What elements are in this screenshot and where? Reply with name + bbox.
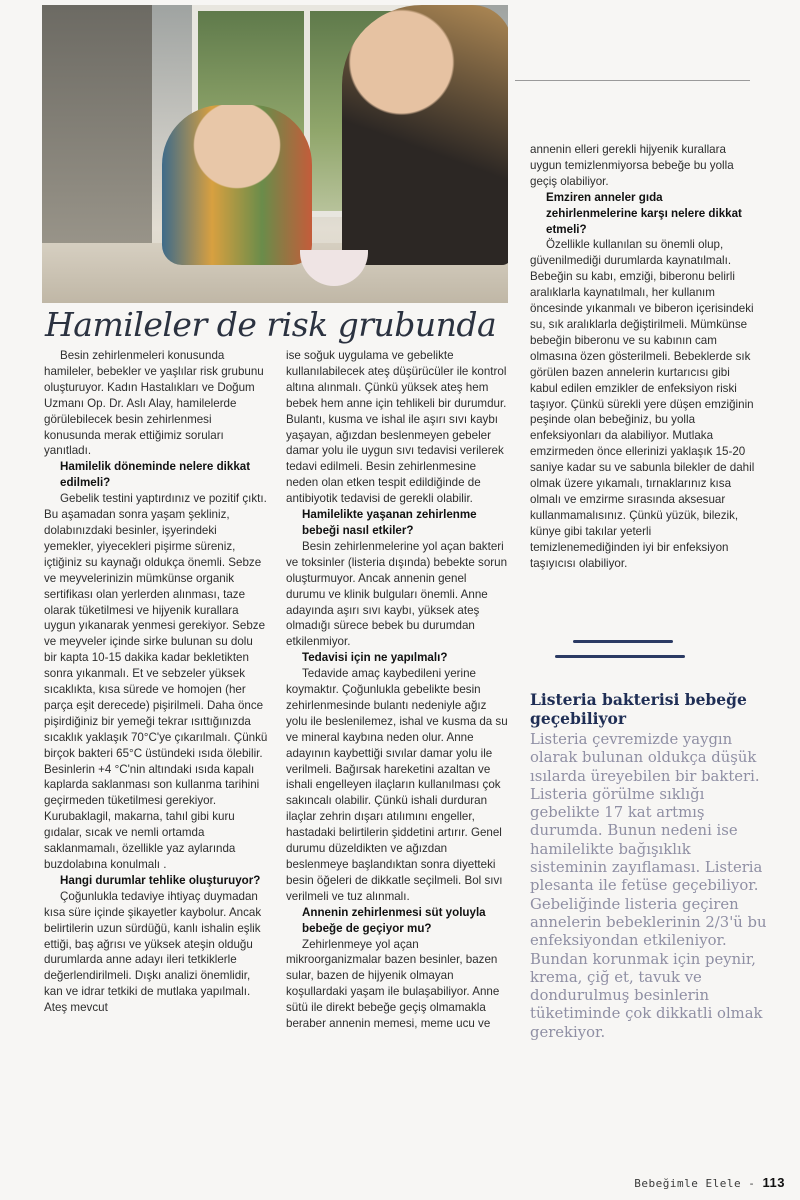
paragraph: Besin zehirlenmeleri konusunda hamileler, bebekler ve yaşlılar risk grubunu oluşturuyor. Kadın Hastalıkları ve Doğum Uzmanı Op. Dr. Aslı Alay, hamilelerde görülebilecek besin zehirlenmesi konusunda merak ettiğimiz soruları yanıtladı. bbox=[44, 349, 264, 458]
subheading: Emziren anneler gıda zehirlenmelerine karşı nelere dikkat etmeli? bbox=[546, 190, 742, 236]
paragraph: annenin elleri gerekli hijyenik kurallara uygun temizlenmiyorsa bebeğe bu yolla geçiş olabiliyor. bbox=[530, 143, 734, 188]
subheading: Annenin zehirlenmesi süt yoluyla bebeğe de geçiyor mu? bbox=[302, 905, 486, 935]
subheading: Tedavisi için ne yapılmalı? bbox=[302, 651, 448, 665]
paragraph: Çoğunlukla tedaviye ihtiyaç duymadan kısa süre içinde şikayetler kaybolur. Ancak belirtilerin uzun sürdüğü, kanlı ishalin eşlik ettiği, baş ağrısı ve yüksek ateşin olduğu durumlarda anne adayı ileri tetkiklerle değerlendirilmeli. Dışkı analizi önemlidir, kan ve idrar tetkiki de mutlaka yapılmalı. Ateş mevcut bbox=[44, 889, 262, 1015]
subheading: Hamilelik döneminde nelere dikkat edilmeli? bbox=[60, 460, 251, 490]
sidebar-title: Listeria bakterisi bebeğe geçebiliyor bbox=[530, 690, 747, 728]
page-footer bbox=[560, 1175, 785, 1190]
paragraph: Zehirlenmeye yol açan mikroorganizmalar bazen besinler, bazen sular, bazen de hijyenik olmayan koşullardaki yaşam ile bulaşabiliyor. Anne sütü ile direkt bebeğe geçiş olmamakla beraber annenin memesi, meme ucu ve bbox=[286, 937, 500, 1031]
footer-separator: - bbox=[741, 1177, 763, 1190]
article-column-2 bbox=[286, 348, 508, 1032]
subheading: Hamilelikte yaşanan zehirlenme bebeği nasıl etkiler? bbox=[302, 508, 477, 537]
decorative-line bbox=[573, 640, 673, 643]
article-title: Hamileler de risk grubunda bbox=[45, 305, 497, 344]
paragraph: Tedavide amaç kaybedileni yerine koymaktır. Çoğunlukla gebelikte besin zehirlenmesinde bulantı nedeniyle ağız yolu ile beslenilemez, ishal ve kusma da su ve mineral kaybına neden olur. Anne adayının kaybettiği sıvılar damar yolu ile verilmeli. Bağırsak hareketini azaltan ve ishali engelleyen ilaçların kullanılması çok sakıncalı olabilir. Çünkü ishali durduran ilaçlar zehrin dışarı atılımını engeller, hastadaki belirtilerin şiddetini artırır. Genel durumu düzeldikten ve ağızdan beslenmeye başlandıktan sonra diyetteki besin öğeleri de dikkatle seçilmeli. Bol sıvı verilmeli ve tuz alınmalı. bbox=[286, 667, 508, 903]
paragraph: Özellikle kullanılan su önemli olup, güvenilmediği durumlarda kaynatılmalı. Bebeğin su kabı, emziği, biberonu belirli aralıklarla kaynatılmalı, her kullanım öncesinde yıkanmalı ve biberon içerisindeki su, sık aralıklarla değiştirilmeli. Mümkünse bebeğin biberonu ve su kabının cam olmasına özen gösterilmeli. Bebeklerde sık görülen bazen annelerin kurtarıcısı gibi kabul edilen emzikler de enfeksiyon riski taşıyor. Çünkü sürekli yere düşen emziğinin peşinde olan bebeğiniz, bu yolla enfeksiyonları da alabiliyor. Mutlaka emzirmeden önce ellerinizi yaklaşık 15-20 saniye kadar su ve sabunla bilekler de dahil olmak üzere yıkamalı, tırnaklarınız kısa olmalı ve emzirme sırasında aksesuar kullanmamalısınız. Çünkü yüzük, bilezik, künye gibi takılar yeterli temizlenemediğinden iyi bir enfeksiyon taşıyıcısı olabiliyor. bbox=[530, 238, 755, 570]
page-number: 113 bbox=[762, 1175, 785, 1190]
paragraph: Besin zehirlenmelerine yol açan bakteri ve toksinler (listeria dışında) bebekte sorun oluşturmuyor. Ancak annenin genel durumu ve klinik bulguları önemli. Anne adayında aşırı sıvı kaybı, yüksek ateş olmadığı sürece bebek bu durumdan etkilenmiyor. bbox=[286, 539, 508, 649]
article-column-3 bbox=[530, 142, 755, 571]
paragraph: Gebelik testini yaptırdınız ve pozitif çıktı. Bu aşamadan sonra yaşam şekliniz, dolabınızdaki besinler, işyerindeki yemekler, yiyecekleri pişirme süreniz, içtiğiniz su kaynağı oldukça önemli. Sebze ve meyvelerinizin mümkünse organik sertifikası olan yerlerden alınması, taze olarak tüketilmesi ve hijyenik kurallara uygun yıkanarak yenmesi gerekiyor. Sebze ve meyveler içinde sirke bulunan su dolu bir kapta 10-15 dakika kadar bekletikten sonra yıkanmalı. Et ve sebzeler yüksek sıcaklıkta, kısa sürede ve homojen (her parça eşit derecede) pişirilmeli. Daha önce pişirdiğiniz bir yemeği tekrar ısıttığınızda sıcaklık yaklaşık 70°C'ye çıkarılmalı. Çünkü birçok bakteri 65°C üstündeki ısıda ölebilir. Besinlerin +4 °C'nin altındaki ısıda kapalı kaplarda saklanması son kullanma tarihini geçirmeden tüketilmesi gerekiyor. Kurubaklagil, makarna, tahıl gibi kuru gıdalar, sıcak ve nemli ortamda saklanmamalı, özellikle yaz aylarında buzdolabına konulmalı . bbox=[44, 492, 268, 871]
paragraph: ise soğuk uygulama ve gebelikte kullanılabilecek ateş düşürücüler ile kontrol altına alınmalı. Çünkü yüksek ateş hem bebek hem anne için tehlikeli bir durumdur. Bulantı, kusma ve ishal ile aşırı sıvı kaybı yaşayan, ağızdan beslenmeyen gebeler damar yolu ile uygun sıvı tedavisi verilerek tedavi edilmeli. Besin zehirlenmesine neden olan etken tespit edildiğinde de antibiyotik tedavisi de gerekli olabilir. bbox=[286, 349, 507, 506]
divider-line bbox=[515, 80, 750, 81]
magazine-name: Bebeğimle Elele bbox=[634, 1177, 742, 1190]
mother-child-photo bbox=[42, 5, 508, 303]
sidebar-text: Listeria çevremizde yaygın olarak bulunan oldukça düşük ısılarda üreyebilen bir bakteri. Listeria görülme sıklığı gebelikte 17 kat artmış durumda. Bunun nedeni ise hamilelikte bağışıklık sisteminin zayıflaması. Listeria plesanta ile fetüse geçebiliyor. Gebeliğinde listeria geçiren annelerin bebeklerinin 2/3'ü bu enfeksiyondan etkileniyor. Bundan korunmak için peynir, krema, çiğ et, tavuk ve dondurulmuş besinlerin tüketiminde çok dikkatli olmak gerekiyor. bbox=[530, 731, 767, 1041]
subheading: Hangi durumlar tehlike oluşturuyor? bbox=[60, 873, 261, 887]
article-column-1 bbox=[44, 348, 268, 1016]
decorative-line bbox=[555, 655, 685, 658]
